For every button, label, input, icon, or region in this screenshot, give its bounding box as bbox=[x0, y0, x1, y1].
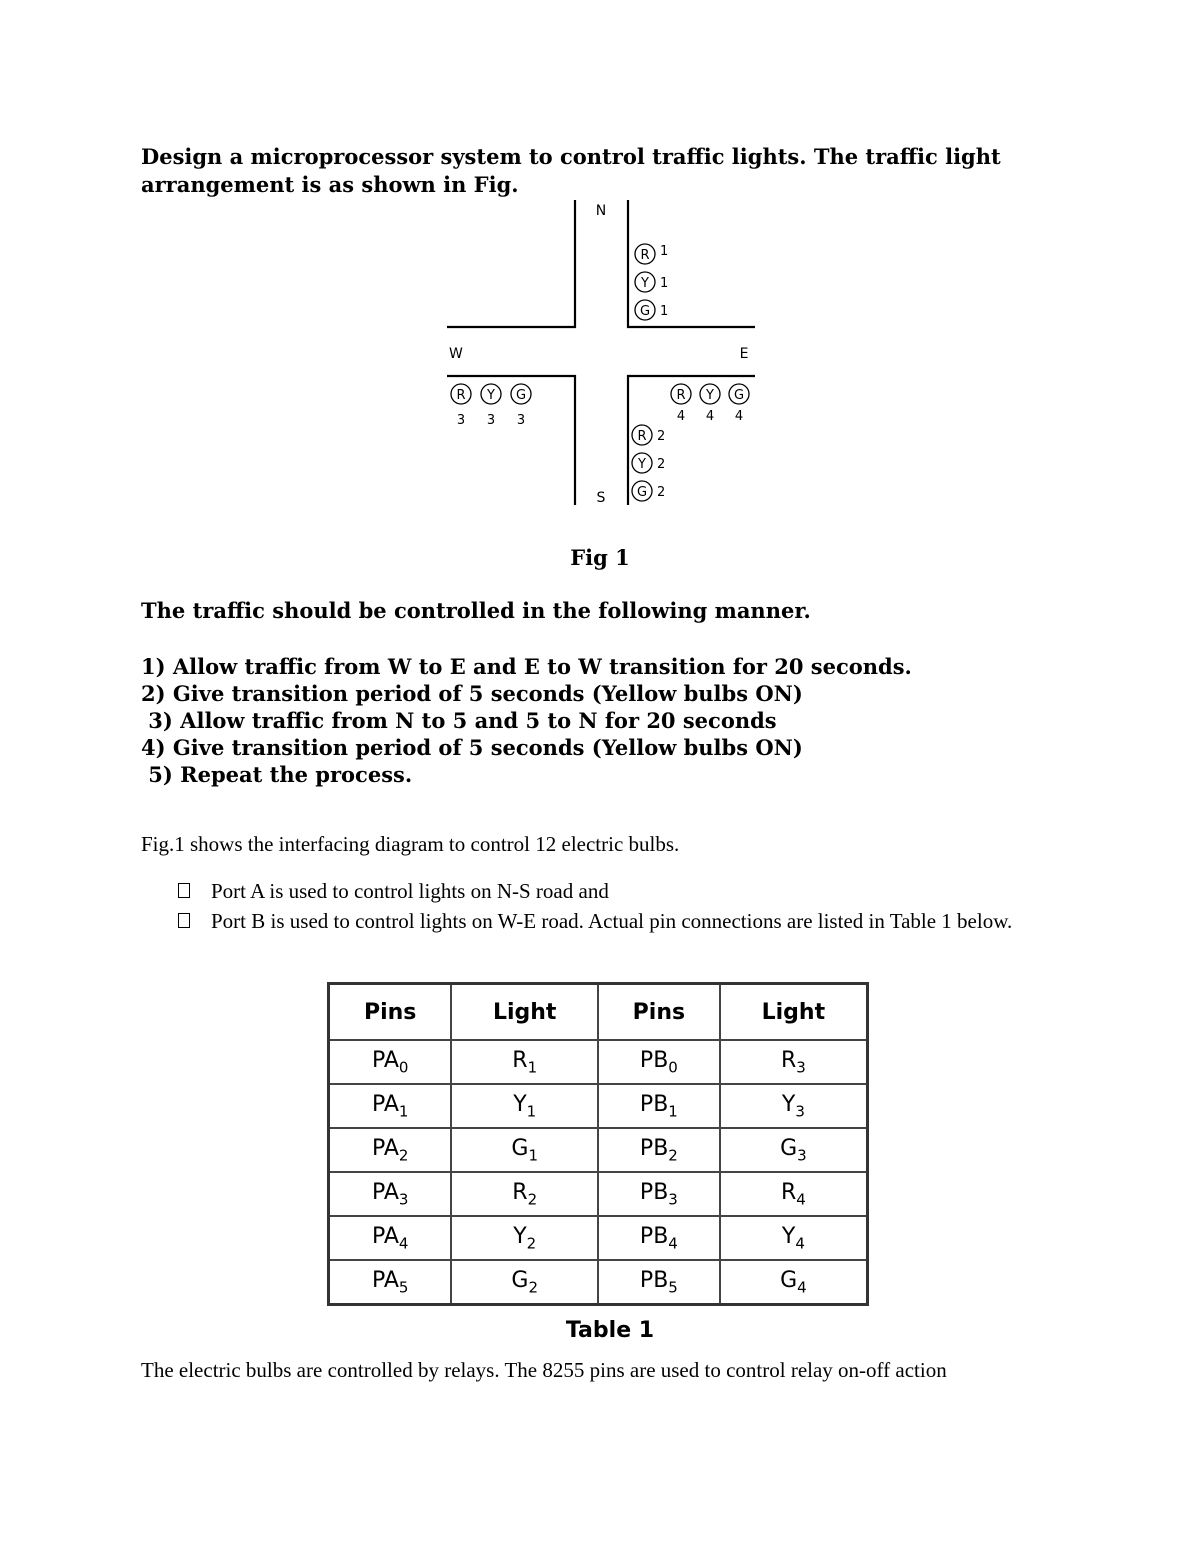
svg-text:G: G bbox=[733, 388, 745, 403]
step-1: 1) Allow traffic from W to E and E to W transition for 20 seconds. bbox=[141, 654, 912, 679]
table-cell: $R_2$ bbox=[451, 1172, 598, 1216]
table-caption: Table 1 bbox=[565, 1318, 655, 1343]
svg-text:2: 2 bbox=[657, 429, 666, 444]
table-row bbox=[329, 1216, 868, 1260]
table-cell: $PB_4$ bbox=[598, 1216, 720, 1260]
svg-text:Y: Y bbox=[641, 276, 649, 291]
step-2: 2) Give transition period of 5 seconds (Yellow bulbs ON) bbox=[141, 681, 803, 706]
svg-text:3: 3 bbox=[456, 413, 466, 428]
table-cell: $Y_4$ bbox=[720, 1216, 868, 1260]
svg-text:2: 2 bbox=[657, 457, 666, 472]
interfacing-paragraph: Fig.1 shows the interfacing diagram to control 12 electric bulbs. bbox=[141, 832, 680, 856]
figure-caption: Fig 1 bbox=[570, 545, 630, 570]
pin-connection-table bbox=[327, 982, 869, 1306]
table-cell: $R_3$ bbox=[720, 1040, 868, 1084]
bullet-box-icon bbox=[178, 883, 190, 898]
intro-paragraph: Design a microprocessor system to control traffic lights. The traffic light arrangement is as shown in Fig. bbox=[141, 144, 1001, 197]
step-5: 5) Repeat the process. bbox=[141, 762, 413, 787]
table-cell: $G_2$ bbox=[451, 1260, 598, 1305]
table-cell: $R_4$ bbox=[720, 1172, 868, 1216]
svg-text:4: 4 bbox=[676, 409, 686, 424]
traffic-intersection-diagram bbox=[440, 195, 770, 515]
direction-north: N bbox=[595, 203, 607, 219]
svg-text:3: 3 bbox=[516, 413, 526, 428]
table-cell: $PB_2$ bbox=[598, 1128, 720, 1172]
table-cell: $G_1$ bbox=[451, 1128, 598, 1172]
signal-group-east bbox=[671, 384, 749, 424]
table-header: Light bbox=[720, 984, 868, 1041]
signal-group-south bbox=[632, 425, 665, 501]
svg-text:R: R bbox=[676, 388, 686, 403]
table-header: Light bbox=[451, 984, 598, 1041]
svg-text:Y: Y bbox=[638, 457, 646, 472]
bullet-box-icon bbox=[178, 913, 190, 928]
table-cell: $PA_5$ bbox=[329, 1260, 452, 1305]
table-cell: $PA_3$ bbox=[329, 1172, 452, 1216]
bullet-port-b: Port B is used to control lights on W-E road. Actual pin connections are listed in Table 1 below. bbox=[178, 906, 1058, 936]
table-cell: $G_4$ bbox=[720, 1260, 868, 1305]
svg-text:1: 1 bbox=[660, 304, 669, 319]
table-cell: $G_3$ bbox=[720, 1128, 868, 1172]
svg-text:G: G bbox=[639, 304, 651, 319]
bullet-port-a: Port A is used to control lights on N-S road and bbox=[178, 876, 1058, 906]
table-header: Pins bbox=[329, 984, 452, 1041]
svg-text:R: R bbox=[456, 388, 466, 403]
table-cell: $Y_2$ bbox=[451, 1216, 598, 1260]
direction-west: W bbox=[449, 346, 463, 362]
table-row bbox=[329, 1172, 868, 1216]
table-row bbox=[329, 1084, 868, 1128]
svg-text:4: 4 bbox=[734, 409, 744, 424]
table-cell: $PB_1$ bbox=[598, 1084, 720, 1128]
table-cell: $PA_2$ bbox=[329, 1128, 452, 1172]
port-bullet-list bbox=[178, 876, 1058, 936]
manner-heading: The traffic should be controlled in the following manner. bbox=[141, 598, 811, 623]
signal-group-west bbox=[451, 384, 531, 428]
table-cell: $PB_5$ bbox=[598, 1260, 720, 1305]
svg-text:4: 4 bbox=[705, 409, 715, 424]
svg-text:G: G bbox=[636, 485, 648, 500]
svg-text:R: R bbox=[637, 429, 647, 444]
table-cell: $PB_3$ bbox=[598, 1172, 720, 1216]
direction-south: S bbox=[596, 490, 606, 506]
svg-text:1: 1 bbox=[660, 276, 669, 291]
svg-text:Y: Y bbox=[706, 388, 714, 403]
table-cell: $PA_1$ bbox=[329, 1084, 452, 1128]
svg-text:Y: Y bbox=[487, 388, 495, 403]
table-cell: $PA_0$ bbox=[329, 1040, 452, 1084]
step-3: 3) Allow traffic from N to 5 and 5 to N for 20 seconds bbox=[141, 708, 777, 733]
svg-text:R: R bbox=[640, 248, 650, 263]
steps-list bbox=[141, 653, 912, 788]
svg-text:2: 2 bbox=[657, 485, 666, 500]
table-row bbox=[329, 1260, 868, 1305]
table-row bbox=[329, 1040, 868, 1084]
svg-text:1: 1 bbox=[660, 244, 669, 259]
svg-text:3: 3 bbox=[486, 413, 496, 428]
road-edges bbox=[447, 200, 755, 505]
table-cell: $Y_3$ bbox=[720, 1084, 868, 1128]
direction-east: E bbox=[739, 346, 749, 362]
table-cell: $R_1$ bbox=[451, 1040, 598, 1084]
step-4: 4) Give transition period of 5 seconds (Yellow bulbs ON) bbox=[141, 735, 803, 760]
svg-text:G: G bbox=[515, 388, 527, 403]
table-cell: $PA_4$ bbox=[329, 1216, 452, 1260]
table-row bbox=[329, 1128, 868, 1172]
relay-paragraph: The electric bulbs are controlled by relays. The 8255 pins are used to control relay on-off action bbox=[141, 1358, 947, 1382]
signal-group-north bbox=[635, 244, 668, 320]
table-header: Pins bbox=[598, 984, 720, 1041]
table-cell: $PB_0$ bbox=[598, 1040, 720, 1084]
table-cell: $Y_1$ bbox=[451, 1084, 598, 1128]
